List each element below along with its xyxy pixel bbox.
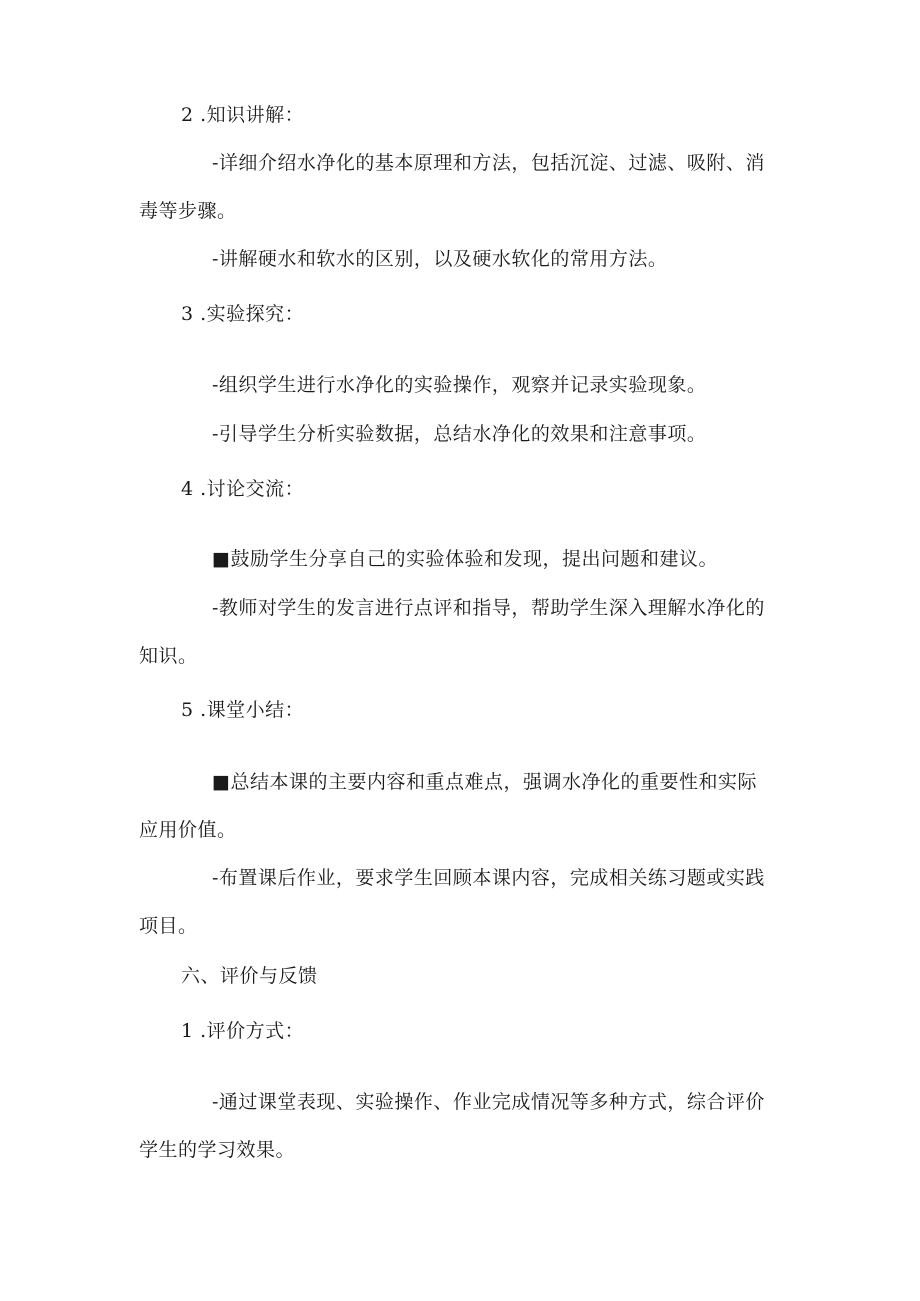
section-heading: 4 .讨论交流：: [181, 478, 305, 500]
section-heading: 5 .课堂小结：: [181, 699, 305, 721]
paragraph-line: 知识。: [139, 645, 198, 667]
paragraph-line: 毒等步骤。: [139, 200, 237, 222]
paragraph-line: 学生的学习效果。: [139, 1139, 296, 1161]
paragraph-line: 项目。: [139, 915, 198, 937]
section-heading: 3 .实验探究：: [181, 303, 305, 325]
paragraph-line: -布置课后作业，要求学生回顾本课内容，完成相关练习题或实践: [212, 867, 765, 889]
paragraph-line: -通过课堂表现、实验操作、作业完成情况等多种方式，综合评价: [212, 1091, 765, 1113]
section-heading: 1 .评价方式：: [181, 1020, 305, 1042]
paragraph-line: -组织学生进行水净化的实验操作，观察并记录实验现象。: [212, 374, 707, 396]
paragraph-line: ■鼓励学生分享自己的实验体验和发现，提出问题和建议。: [212, 548, 718, 570]
paragraph-line: -详细介绍水净化的基本原理和方法，包括沉淀、过滤、吸附、消: [212, 152, 765, 174]
section-heading: 2 .知识讲解：: [181, 104, 305, 126]
paragraph-line: -教师对学生的发言进行点评和指导，帮助学生深入理解水净化的: [212, 597, 765, 619]
paragraph-line: ■总结本课的主要内容和重点难点，强调水净化的重要性和实际: [212, 771, 757, 793]
paragraph-line: 应用价值。: [139, 819, 237, 841]
part-title: 六、评价与反馈: [181, 965, 318, 987]
paragraph-line: -讲解硬水和软水的区别，以及硬水软化的常用方法。: [212, 248, 668, 270]
paragraph-line: -引导学生分析实验数据，总结水净化的效果和注意事项。: [212, 423, 707, 445]
